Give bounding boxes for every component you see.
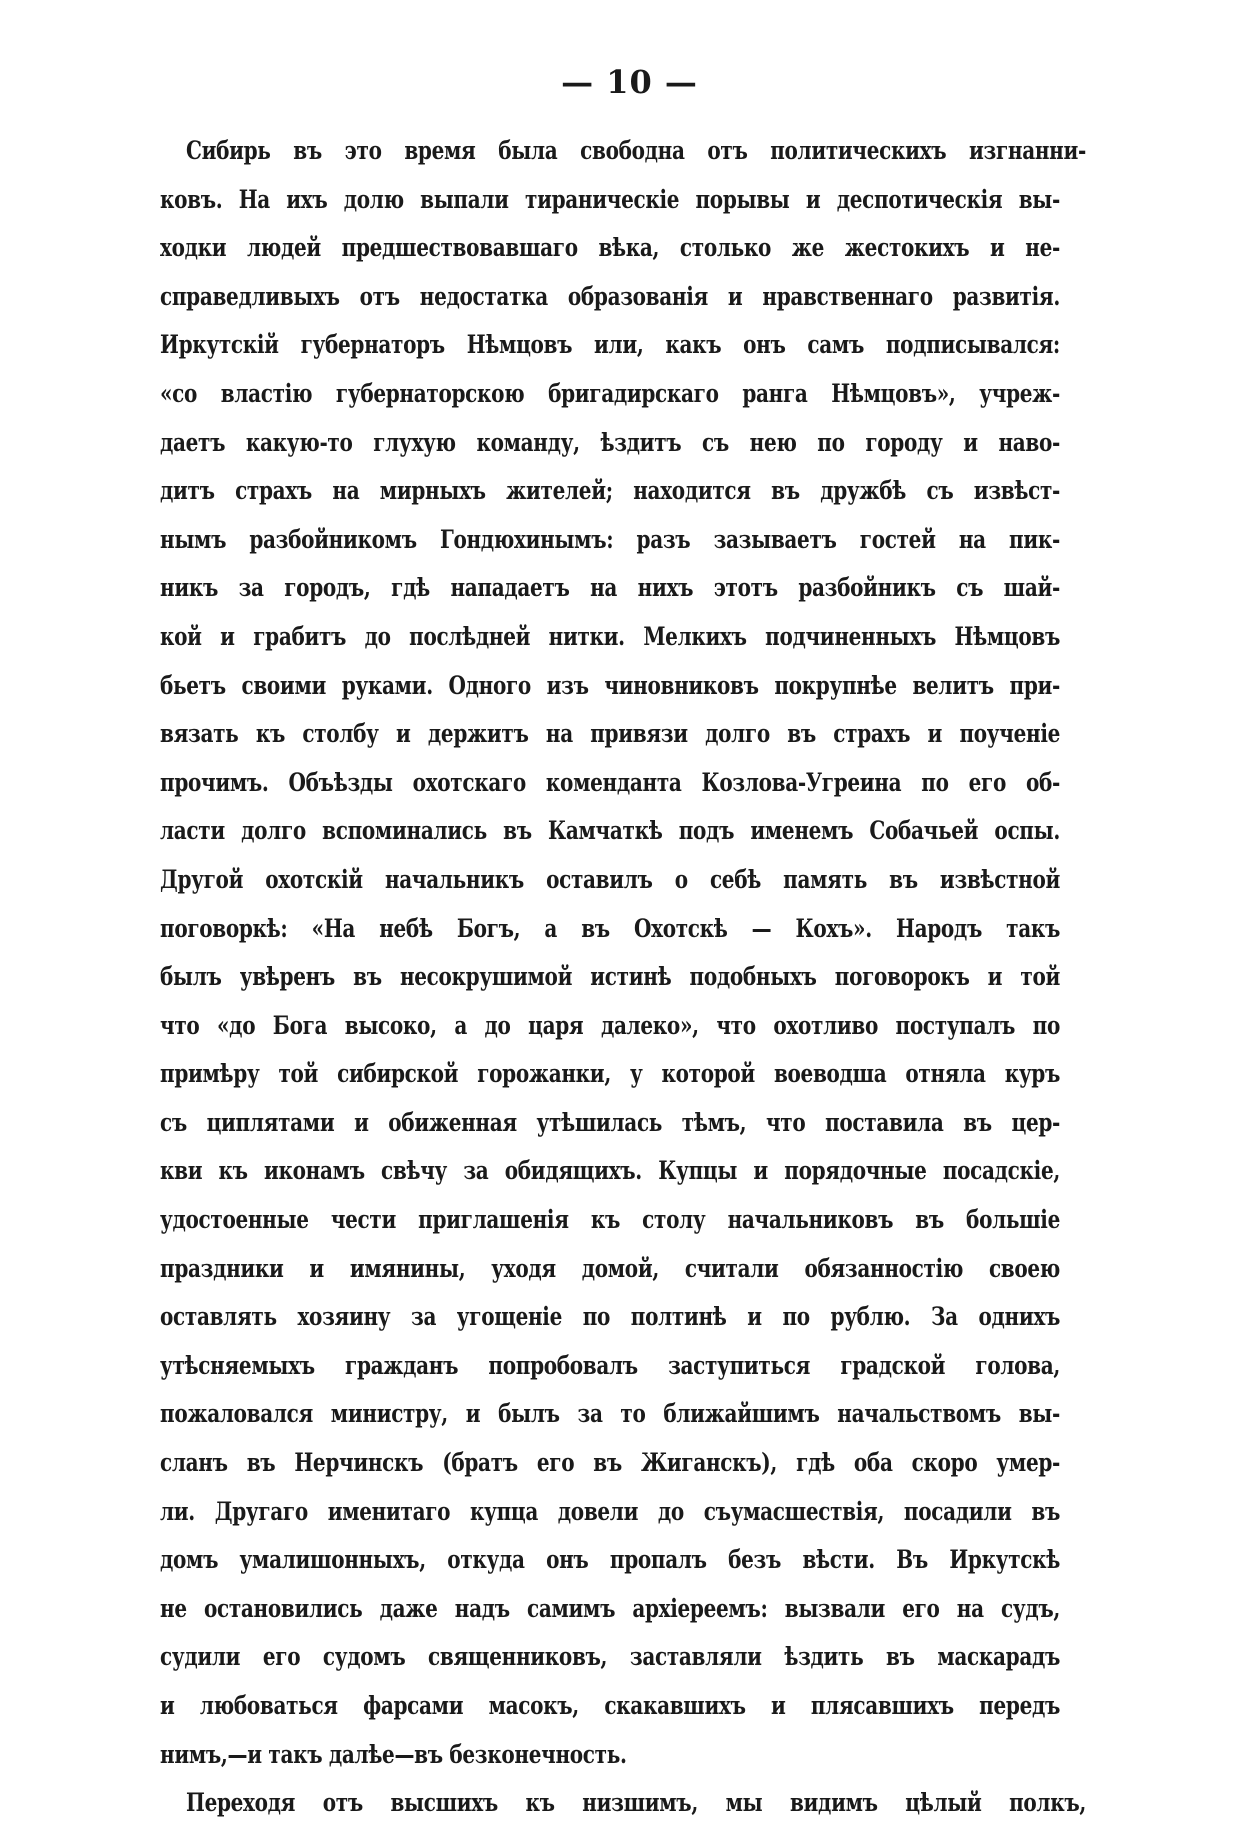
text-line: дитъ страхъ на мирныхъ жителей; находится въ дружбѣ съ извѣст- bbox=[160, 476, 1060, 506]
text-line: ли. Другаго именитаго купца довели до съумасшествія, посадили въ bbox=[160, 1496, 1060, 1526]
text-line: примѣру той сибирской горожанки, у которой воеводша отняла куръ bbox=[160, 1059, 1060, 1089]
text-line: вязать къ столбу и держитъ на привязи долго въ страхъ и поученіе bbox=[160, 719, 1060, 749]
text-line: ковъ. На ихъ долю выпали тираническіе порывы и деспотическія вы- bbox=[160, 184, 1060, 214]
text-line: кви къ иконамъ свѣчу за обидящихъ. Купцы и порядочные посадскіе, bbox=[160, 1156, 1060, 1186]
text-line: даетъ какую-то глухую команду, ѣздитъ съ нею по городу и наво- bbox=[160, 427, 1060, 457]
text-line: прочимъ. Объѣзды охотскаго коменданта Козлова-Угреина по его об- bbox=[160, 767, 1060, 797]
text-line: былъ увѣренъ въ несокрушимой истинѣ подобныхъ поговорокъ и той bbox=[160, 962, 1060, 992]
text-line: праздники и имянины, уходя домой, считали обязанностію своею bbox=[160, 1253, 1060, 1283]
text-line: Сибирь въ это время была свободна отъ политическихъ изгнанни- bbox=[186, 136, 1086, 165]
text-line: съ циплятами и обиженная утѣшилась тѣмъ, что поставила въ цер- bbox=[160, 1107, 1060, 1137]
text-line: что «до Бога высоко, а до царя далеко», что охотливо поступалъ по bbox=[160, 1010, 1060, 1040]
text-line: не остановились даже надъ самимъ архіереемъ: вызвали его на судъ, bbox=[160, 1593, 1060, 1623]
text-line: Переходя отъ высшихъ къ низшимъ, мы видимъ цѣлый полкъ, bbox=[186, 1788, 1086, 1818]
text-line: удостоенные чести приглашенія къ столу начальниковъ въ большіе bbox=[160, 1205, 1060, 1235]
text-line: Иркутскій губернаторъ Нѣмцовъ или, какъ онъ самъ подписывался: bbox=[160, 330, 1060, 360]
text-line: домъ умалишонныхъ, откуда онъ пропалъ безъ вѣсти. Въ Иркутскѣ bbox=[160, 1545, 1060, 1575]
text-line: пожаловался министру, и былъ за то ближайшимъ начальствомъ вы- bbox=[160, 1399, 1060, 1429]
text-line: нымъ разбойникомъ Гондюхинымъ: разъ зазываетъ гостей на пик- bbox=[160, 524, 1060, 554]
text-line: ходки людей предшествовавшаго вѣка, столько же жестокихъ и не- bbox=[160, 233, 1060, 263]
text-line: справедливыхъ отъ недостатка образованія и нравственнаго развитія. bbox=[160, 281, 1060, 311]
text-line: сланъ въ Нерчинскъ (братъ его въ Жиганскъ), гдѣ оба скоро умер- bbox=[160, 1448, 1060, 1478]
text-line: поговоркѣ: «На небѣ Богъ, а въ Охотскѣ — Кохъ». Народъ такъ bbox=[160, 913, 1060, 943]
text-line: «со властію губернаторскою бригадирскаго ранга Нѣмцовъ», учреж- bbox=[160, 378, 1060, 408]
text-line: нимъ,—и такъ далѣе—въ безконечность. bbox=[160, 1739, 627, 1769]
text-line: судили его судомъ священниковъ, заставляли ѣздить въ маскарадъ bbox=[160, 1642, 1060, 1672]
text-line: оставлять хозяину за угощеніе по полтинѣ и по рублю. За однихъ bbox=[160, 1302, 1060, 1332]
text-line: бьетъ своими руками. Одного изъ чиновниковъ покрупнѣе велитъ при- bbox=[160, 670, 1060, 700]
text-line: кой и грабитъ до послѣдней нитки. Мелкихъ подчиненныхъ Нѣмцовъ bbox=[160, 621, 1060, 651]
text-line: и любоваться фарсами масокъ, скакавшихъ и плясавшихъ передъ bbox=[160, 1691, 1060, 1720]
text-line: Другой охотскій начальникъ оставилъ о себѣ память въ извѣстной bbox=[160, 864, 1060, 894]
text-line: утѣсняемыхъ гражданъ попробовалъ заступиться градской голова, bbox=[160, 1350, 1060, 1380]
body-text bbox=[160, 127, 1086, 1828]
text-line: ласти долго вспоминались въ Камчаткѣ подъ именемъ Собачьей оспы. bbox=[160, 816, 1060, 846]
text-line: никъ за городъ, гдѣ нападаетъ на нихъ этотъ разбойникъ съ шай- bbox=[160, 573, 1060, 603]
page-number: — 10 — bbox=[561, 63, 698, 101]
